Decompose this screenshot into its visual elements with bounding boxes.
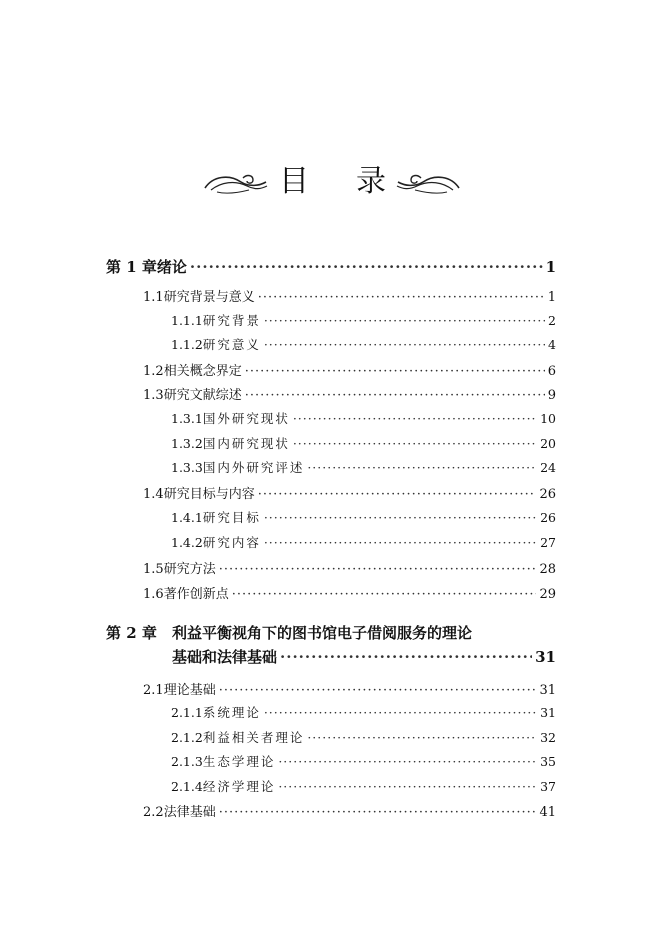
toc-section-1-2[interactable] (143, 360, 556, 379)
dot-leader (219, 683, 537, 698)
subsection-number: 2.1.4 (171, 779, 203, 794)
dot-leader (264, 535, 537, 550)
section-number: 1.5 (143, 562, 164, 577)
toc-heading (0, 160, 661, 210)
subsection-number: 1.4.2 (171, 535, 203, 550)
dot-leader (258, 487, 537, 502)
section-number: 1.6 (143, 587, 164, 602)
page-number: 2 (548, 313, 556, 328)
subsection-title: 国内外研究评述 (202, 460, 305, 475)
page-number: 24 (540, 460, 556, 475)
section-title: 著作创新点 (163, 587, 229, 602)
subsection-title: 研究内容 (202, 535, 261, 550)
chapter-title-line-1: 利益平衡视角下的图书馆电子借阅服务的理论 (172, 624, 473, 642)
section-title: 研究文献综述 (163, 388, 242, 403)
subsection-number: 1.3.1 (171, 411, 203, 426)
subsection-title: 生态学理论 (202, 754, 276, 769)
section-number: 1.3 (143, 388, 164, 403)
dot-leader (264, 510, 537, 525)
toc-subsection-2-1-2[interactable] (171, 728, 556, 746)
toc-section-1-1[interactable] (143, 286, 556, 305)
toc-section-2-2[interactable] (143, 801, 556, 820)
dot-leader (307, 460, 537, 475)
subsection-number: 1.1.2 (171, 337, 203, 352)
subsection-title: 国外研究现状 (202, 411, 290, 426)
toc-section-1-3[interactable] (143, 384, 556, 403)
subsection-title: 利益相关者理论 (202, 730, 305, 745)
section-title: 法律基础 (163, 805, 216, 820)
dot-leader (232, 587, 537, 602)
subsection-title: 经济学理论 (202, 779, 276, 794)
page-number: 37 (540, 779, 556, 794)
section-number: 1.2 (143, 364, 164, 379)
page-number: 1 (545, 258, 556, 276)
chapter-title-line-2: 基础和法律基础 (172, 648, 278, 666)
right-flourish-ornament (395, 170, 461, 196)
dot-leader (219, 805, 537, 820)
subsection-number: 2.1.3 (171, 754, 203, 769)
section-number: 1.4 (143, 487, 164, 502)
heading-char-lu: 录 (356, 164, 386, 199)
section-title: 理论基础 (163, 683, 216, 698)
dot-leader (307, 730, 537, 745)
subsection-title: 国内研究现状 (202, 436, 290, 451)
toc-subsection-1-4-2[interactable] (171, 533, 556, 551)
dot-leader (278, 779, 537, 794)
page-number: 20 (540, 436, 556, 451)
page-number: 32 (540, 730, 556, 745)
toc-subsection-1-3-1[interactable] (171, 409, 556, 427)
chapter-number: 第 2 章 (106, 624, 157, 642)
dot-leader (278, 754, 537, 769)
chapter-number: 第 1 章 (106, 258, 157, 276)
page-number: 35 (540, 754, 556, 769)
toc-subsection-1-4-1[interactable] (171, 508, 556, 526)
dot-leader (264, 313, 545, 328)
section-title: 相关概念界定 (163, 364, 242, 379)
dot-leader (219, 562, 537, 577)
subsection-title: 研究目标 (202, 510, 261, 525)
toc-chapter-2[interactable] (106, 622, 556, 643)
section-title: 研究方法 (163, 562, 216, 577)
subsection-number: 1.1.1 (171, 313, 203, 328)
toc-section-1-6[interactable] (143, 583, 556, 602)
section-number: 1.1 (143, 290, 164, 305)
page-number: 31 (539, 683, 556, 698)
page-number: 6 (547, 364, 556, 379)
dot-leader (258, 290, 545, 305)
page-number: 26 (539, 487, 556, 502)
left-flourish-ornament (203, 170, 269, 196)
section-number: 2.1 (143, 683, 164, 698)
toc-subsection-1-3-2[interactable] (171, 434, 556, 452)
chapter-title: 绪论 (156, 258, 187, 276)
section-title: 研究背景与意义 (163, 290, 255, 305)
toc-chapter-2-continued[interactable] (172, 646, 556, 667)
dot-leader (264, 705, 537, 720)
toc-subsection-1-1-2[interactable] (171, 335, 556, 353)
heading-char-mu: 目 (279, 164, 309, 199)
subsection-number: 1.3.2 (171, 436, 203, 451)
dot-leader (293, 411, 537, 426)
toc-section-2-1[interactable] (143, 679, 556, 698)
page-number: 28 (539, 562, 556, 577)
page-number: 27 (540, 535, 556, 550)
section-number: 2.2 (143, 805, 164, 820)
page-number: 10 (540, 411, 556, 426)
dot-leader (280, 648, 532, 666)
subsection-title: 系统理论 (202, 705, 261, 720)
toc-section-1-5[interactable] (143, 558, 556, 577)
dot-leader (264, 337, 545, 352)
toc-subsection-1-3-3[interactable] (171, 458, 556, 476)
page-number: 4 (548, 337, 556, 352)
subsection-number: 1.4.1 (171, 510, 203, 525)
toc-chapter-1[interactable] (106, 256, 556, 277)
subsection-title: 研究意义 (202, 337, 261, 352)
toc-subsection-2-1-1[interactable] (171, 703, 556, 721)
dot-leader (293, 436, 537, 451)
dot-leader (190, 258, 543, 276)
subsection-title: 研究背景 (202, 313, 261, 328)
toc-subsection-2-1-4[interactable] (171, 777, 556, 795)
subsection-number: 2.1.2 (171, 730, 203, 745)
toc-subsection-2-1-3[interactable] (171, 752, 556, 770)
subsection-number: 2.1.1 (171, 705, 203, 720)
toc-subsection-1-1-1[interactable] (171, 311, 556, 329)
section-title: 研究目标与内容 (163, 487, 255, 502)
page-number: 41 (539, 805, 556, 820)
page-number: 31 (540, 705, 556, 720)
dot-leader (245, 364, 545, 379)
page-number: 26 (540, 510, 556, 525)
subsection-number: 1.3.3 (171, 460, 203, 475)
page-number: 9 (547, 388, 556, 403)
page-number: 29 (539, 587, 556, 602)
page-number: 1 (547, 290, 556, 305)
dot-leader (245, 388, 545, 403)
toc-section-1-4[interactable] (143, 483, 556, 502)
page-number: 31 (535, 648, 556, 666)
